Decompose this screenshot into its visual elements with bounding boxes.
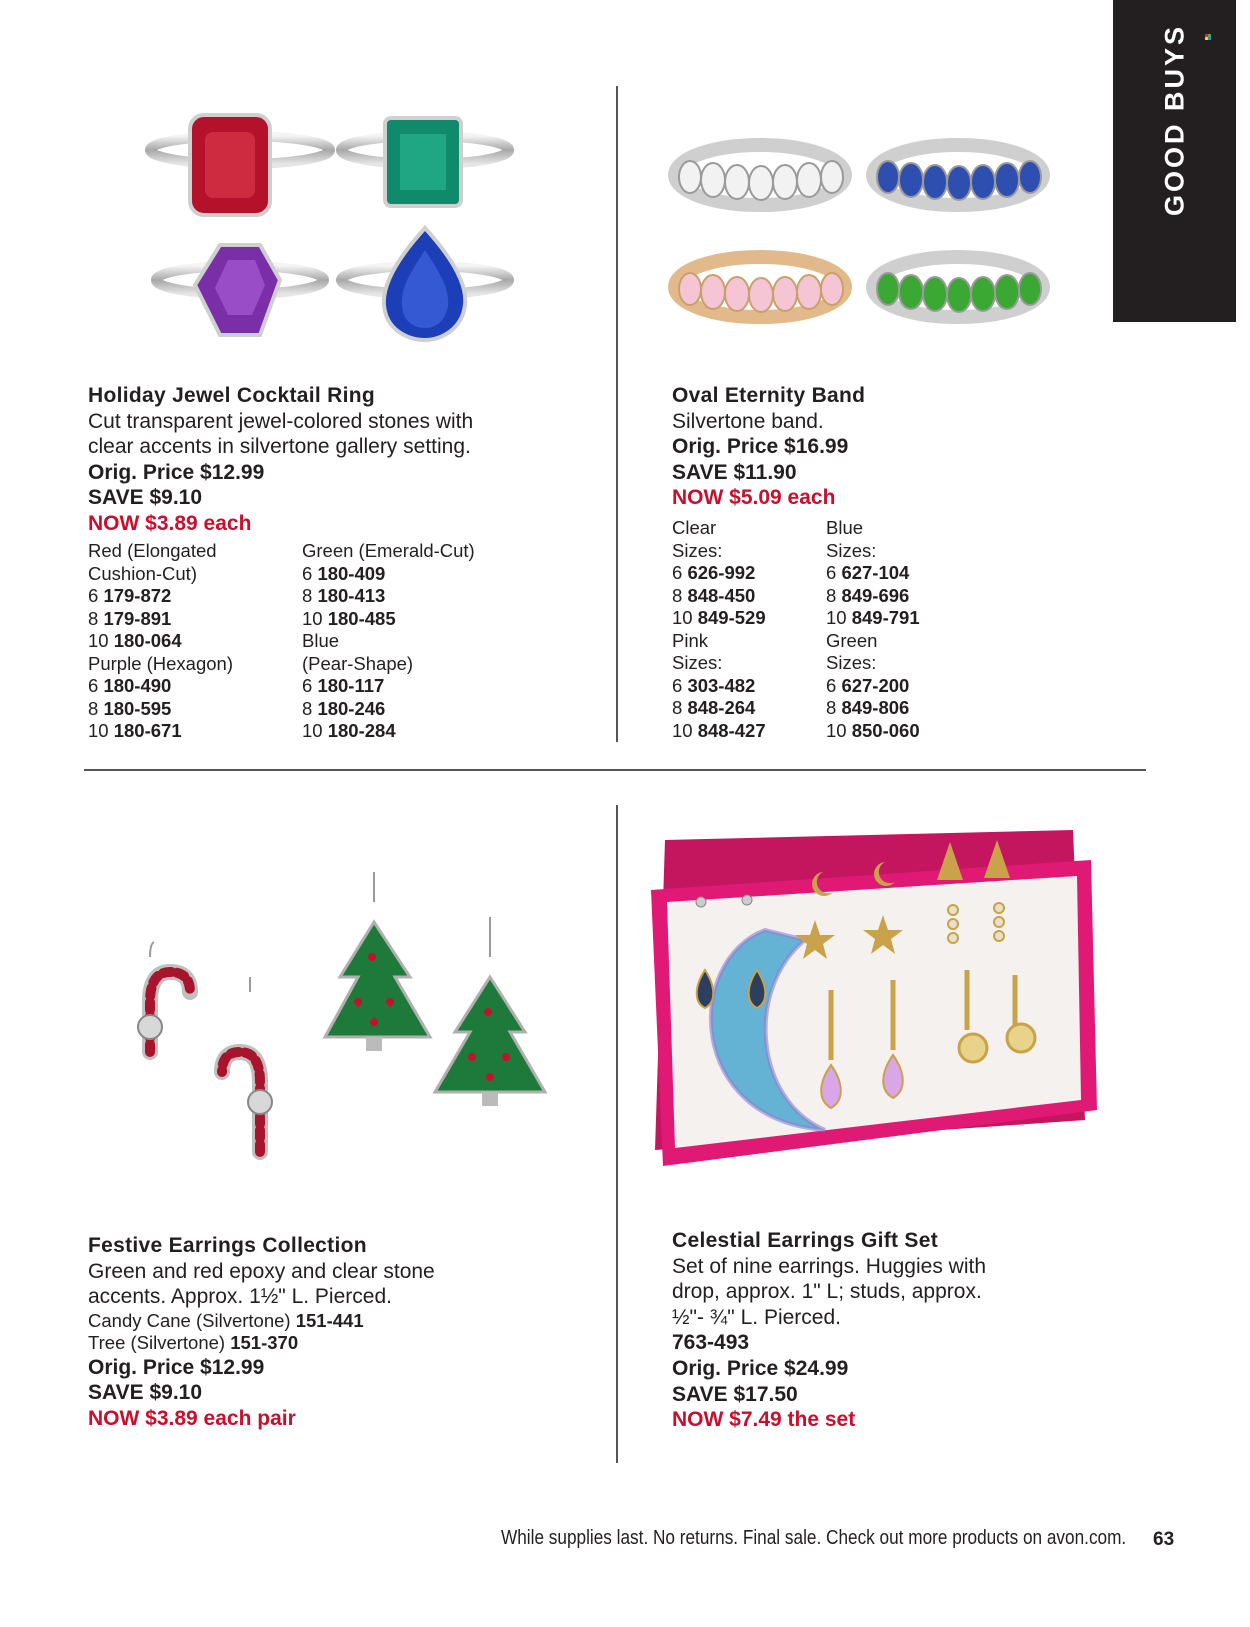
sizes-label: Sizes: <box>672 652 723 673</box>
festive-desc-line1: Green and red epoxy and clear stone <box>88 1259 435 1283</box>
sku-code: 849-529 <box>697 607 766 628</box>
ring-red-name-line2: Cushion-Cut) <box>88 562 197 584</box>
ring-green-blue-skus <box>302 540 475 743</box>
ring-copy <box>88 383 473 537</box>
festive-save: SAVE $9.10 <box>88 1381 203 1405</box>
sku-code: 848-427 <box>697 719 766 741</box>
celestial-orig-price: Orig. Price $24.99 <box>672 1356 849 1380</box>
celestial-desc-line3: ½"- ¾" L. Pierced. <box>672 1305 841 1329</box>
sku-size: 10 <box>672 607 693 628</box>
ring-red-skus <box>88 540 233 743</box>
sku-code: 849-696 <box>841 584 910 606</box>
sku-size: 6 <box>302 562 313 584</box>
sku-code: 180-064 <box>113 630 182 651</box>
divider-vertical-top <box>616 86 618 742</box>
sku-row <box>672 697 766 720</box>
sku-code: 180-671 <box>113 720 182 741</box>
sku-row <box>302 608 475 631</box>
page-number: 63 <box>1153 1529 1175 1550</box>
band-now-price: NOW $5.09 each <box>672 486 836 510</box>
sku-row <box>672 562 766 585</box>
sku-row <box>88 608 233 631</box>
sku-size: 10 <box>88 720 109 741</box>
ring-desc-line1: Cut transparent jewel-colored stones with <box>88 409 474 433</box>
band-clear-pink-skus <box>672 517 766 742</box>
celestial-now-price: NOW $7.49 the set <box>672 1408 856 1432</box>
festive-candy-sku: Candy Cane (Silvertone) 151-441 <box>88 1309 364 1331</box>
sku-size: 6 <box>88 675 99 696</box>
festive-tree-sku: Tree (Silvertone) 151-370 <box>88 1332 299 1354</box>
celestial-gift-set-image <box>645 820 1105 1180</box>
sku-size: 8 <box>826 697 837 718</box>
ring-save: SAVE $9.10 <box>88 486 203 510</box>
sizes-label: Sizes: <box>672 539 723 561</box>
sku-code: 303-482 <box>687 674 756 696</box>
sku-code: 180-117 <box>317 675 385 696</box>
festive-earrings-image <box>110 862 560 1182</box>
sku-size: 10 <box>302 607 323 629</box>
sku-row <box>88 675 233 698</box>
sku-code: 180-413 <box>317 585 386 606</box>
sku-row <box>302 563 475 586</box>
sku-code: 848-450 <box>687 584 756 606</box>
sku-row <box>302 720 475 743</box>
celestial-title: Celestial Earrings Gift Set <box>672 1229 939 1252</box>
festive-title: Festive Earrings Collection <box>88 1234 367 1257</box>
sku-size: 6 <box>826 562 837 583</box>
sku-row <box>88 585 233 608</box>
sku-row <box>88 720 233 743</box>
sku-row <box>826 675 920 698</box>
sku-size: 10 <box>88 630 109 651</box>
sku-size: 8 <box>826 584 837 606</box>
band-blue-name: Blue <box>826 517 864 538</box>
sku-size: 8 <box>672 584 683 606</box>
sku-code: 179-872 <box>103 585 172 606</box>
sku-row <box>826 585 920 608</box>
ring-title: Holiday Jewel Cocktail Ring <box>88 384 376 407</box>
sku-size: 8 <box>302 585 313 606</box>
footer-disclaimer: While supplies last. No returns. Final sale. Check out more products on avon.com. <box>501 1527 1127 1549</box>
festive-desc-line2: accents. Approx. 1½" L. Pierced. <box>88 1285 392 1309</box>
sku-code: 179-891 <box>103 607 172 629</box>
sku-code: 627-104 <box>841 562 910 583</box>
band-blue-green-skus <box>826 517 920 742</box>
sku-row <box>826 607 920 630</box>
sku-row <box>88 630 233 653</box>
band-copy <box>672 383 865 511</box>
sku-size: 8 <box>88 697 99 719</box>
sku-row <box>302 698 475 721</box>
sku-code: 849-791 <box>851 607 920 628</box>
tab-mark-icon <box>1205 34 1211 40</box>
ring-orig-price: Orig. Price $12.99 <box>88 460 265 484</box>
band-orig-price: Orig. Price $16.99 <box>672 435 849 459</box>
ring-desc-line2: clear accents in silvertone gallery setting. <box>88 435 471 459</box>
festive-orig-price: Orig. Price $12.99 <box>88 1355 265 1379</box>
sku-size: 8 <box>672 697 683 718</box>
ring-blue-name-line2: (Pear-Shape) <box>302 652 414 674</box>
sku-row <box>672 585 766 608</box>
celestial-desc-line2: drop, approx. 1" L; studs, approx. <box>672 1280 982 1304</box>
sku-size: 6 <box>88 585 99 606</box>
band-green-name: Green <box>826 629 878 651</box>
cocktail-rings-image <box>140 110 520 360</box>
band-desc: Silvertone band. <box>672 409 824 433</box>
sku-code: 180-485 <box>327 607 396 629</box>
celestial-desc-line1: Set of nine earrings. Huggies with <box>672 1254 987 1278</box>
sku-size: 6 <box>672 562 683 583</box>
sku-code: 180-595 <box>103 697 172 719</box>
celestial-copy <box>672 1228 986 1433</box>
sku-row <box>826 562 920 585</box>
sku-row <box>302 675 475 698</box>
band-clear-name: Clear <box>672 517 717 538</box>
ring-blue-name-line1: Blue <box>302 630 340 651</box>
band-pink-name: Pink <box>672 629 708 651</box>
sku-size: 10 <box>826 719 847 741</box>
sku-row <box>672 720 766 743</box>
sku-size: 10 <box>302 720 323 741</box>
band-save: SAVE $11.90 <box>672 460 797 484</box>
sku-row <box>302 585 475 608</box>
eternity-bands-image <box>675 140 1055 340</box>
sku-code: 848-264 <box>687 697 756 718</box>
celestial-save: SAVE $17.50 <box>672 1382 798 1406</box>
ring-green-name: Green (Emerald-Cut) <box>302 540 475 561</box>
sku-size: 10 <box>826 607 847 628</box>
ring-now-price: NOW $3.89 each <box>88 511 252 535</box>
sizes-label: Sizes: <box>826 539 877 561</box>
sku-row <box>826 697 920 720</box>
section-tab <box>1113 0 1236 322</box>
sku-size: 8 <box>88 607 99 629</box>
sku-row <box>672 607 766 630</box>
sku-size: 6 <box>826 674 837 696</box>
sku-code: 626-992 <box>687 562 756 583</box>
sku-row <box>826 720 920 743</box>
celestial-code: 763-493 <box>672 1331 750 1355</box>
sku-row <box>88 698 233 721</box>
festive-copy <box>88 1233 435 1432</box>
sizes-label: Sizes: <box>826 652 877 673</box>
sku-code: 627-200 <box>841 674 910 696</box>
sku-code: 180-490 <box>103 675 172 696</box>
divider-vertical-bottom <box>616 805 618 1463</box>
ring-purple-name: Purple (Hexagon) <box>88 652 233 674</box>
sku-code: 180-409 <box>317 562 386 584</box>
sku-row <box>672 675 766 698</box>
sku-size: 8 <box>302 697 313 719</box>
ring-red-name-line1: Red (Elongated <box>88 540 217 561</box>
divider-horizontal <box>84 769 1146 771</box>
band-title: Oval Eternity Band <box>672 384 866 407</box>
sku-code: 850-060 <box>851 719 920 741</box>
festive-now-price: NOW $3.89 each pair <box>88 1406 296 1430</box>
sku-code: 180-246 <box>317 697 386 719</box>
section-tab-label: GOOD BUYS <box>1159 23 1189 217</box>
sku-code: 849-806 <box>841 697 910 718</box>
sku-size: 6 <box>302 675 313 696</box>
sku-size: 10 <box>672 719 693 741</box>
sku-code: 180-284 <box>327 720 396 741</box>
sku-size: 6 <box>672 674 683 696</box>
